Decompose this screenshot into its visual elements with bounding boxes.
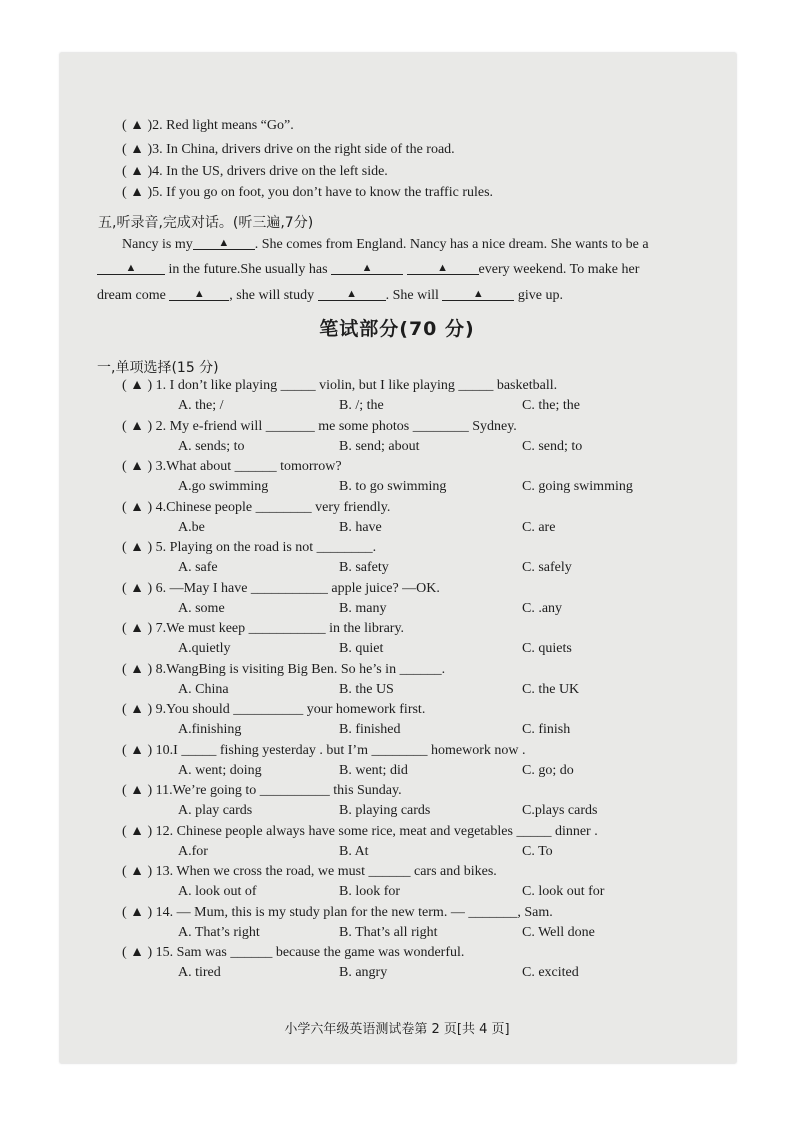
option-a: A. play cards bbox=[178, 803, 253, 818]
option-b: B. quiet bbox=[339, 641, 384, 656]
tf-item-5: ( ▲ )5. If you go on foot, you don’t have to know the traffic rules. bbox=[122, 185, 494, 200]
option-c: C. excited bbox=[522, 965, 579, 980]
option-b: B. At bbox=[339, 843, 369, 859]
question-stem: ( ▲ ) 12. Chinese people always have some rice, meat and vegetables _____ dinner . bbox=[122, 823, 598, 839]
passage-line-2: ▲ in the future.She usually has ▲ ▲ every weekend. To make her bbox=[97, 261, 639, 279]
page-footer: 小学六年级英语测试卷第 2 页[共 4 页] bbox=[284, 1022, 510, 1037]
question-stem: ( ▲ ) 4.Chinese people ________ very friendly. bbox=[122, 499, 391, 515]
option-b: B. have bbox=[339, 519, 382, 535]
option-a: A.finishing bbox=[178, 722, 242, 737]
option-c: C. Well done bbox=[522, 924, 595, 940]
tf-item-4: ( ▲ )4. In the US, drivers drive on the left side. bbox=[122, 164, 388, 179]
option-b: B. the US bbox=[339, 681, 394, 697]
option-b: B. to go swimming bbox=[339, 479, 447, 494]
option-c: C. safely bbox=[522, 560, 572, 575]
option-c: C. .any bbox=[522, 600, 563, 616]
option-c: C. send; to bbox=[522, 438, 583, 454]
section1-heading: 一,单项选择(15 分) bbox=[97, 360, 219, 376]
tf-item-3: ( ▲ )3. In China, drivers drive on the right side of the road. bbox=[122, 142, 455, 157]
question-stem: ( ▲ ) 5. Playing on the road is not ________. bbox=[122, 540, 377, 555]
section5-heading: 五,听录音,完成对话。(听三遍,7分) bbox=[98, 215, 314, 231]
option-c: C.plays cards bbox=[522, 803, 598, 818]
option-c: C. finish bbox=[522, 722, 571, 737]
passage-blank-3: ▲ bbox=[331, 261, 403, 275]
option-a: A. sends; to bbox=[178, 438, 245, 454]
question-stem: ( ▲ ) 9.You should __________ your homework first. bbox=[122, 702, 426, 717]
option-b: B. /; the bbox=[339, 398, 384, 413]
question-stem: ( ▲ ) 6. —May I have ___________ apple juice? —OK. bbox=[122, 580, 440, 596]
question-stem: ( ▲ ) 10.I _____ fishing yesterday . but I’m ________ homework now . bbox=[122, 742, 526, 758]
passage-blank-6: ▲ bbox=[318, 287, 386, 301]
option-a: A.be bbox=[178, 519, 205, 535]
passage-blank-5: ▲ bbox=[169, 287, 229, 301]
option-a: A.for bbox=[178, 843, 208, 859]
question-stem: ( ▲ ) 14. — Mum, this is my study plan for the new term. — _______, Sam. bbox=[122, 904, 553, 920]
question-stem: ( ▲ ) 15. Sam was ______ because the game was wonderful. bbox=[122, 945, 465, 960]
option-c: C. the; the bbox=[522, 398, 580, 413]
option-a: A. the; / bbox=[178, 398, 224, 413]
question-stem: ( ▲ ) 7.We must keep ___________ in the library. bbox=[122, 621, 405, 636]
option-c: C. the UK bbox=[522, 681, 580, 697]
option-a: A. tired bbox=[178, 965, 221, 980]
option-c: C. going swimming bbox=[522, 479, 633, 494]
option-c: C. are bbox=[522, 519, 556, 535]
option-a: A. That’s right bbox=[178, 924, 260, 940]
tf-item-2: ( ▲ )2. Red light means “Go”. bbox=[122, 118, 294, 133]
option-a: A. look out of bbox=[178, 884, 257, 899]
option-a: A.quietly bbox=[178, 641, 231, 656]
option-a: A. China bbox=[178, 681, 229, 697]
option-b: B. finished bbox=[339, 722, 401, 737]
option-c: C. look out for bbox=[522, 884, 605, 899]
passage-line-3: dream come ▲ , she will study ▲ . She will ▲ give up. bbox=[97, 288, 563, 303]
option-c: C. To bbox=[522, 843, 553, 859]
option-b: B. playing cards bbox=[339, 803, 431, 818]
option-b: B. look for bbox=[339, 884, 401, 899]
passage-line-1: Nancy is my ▲ . She comes from England. Nancy has a nice dream. She wants to be a bbox=[122, 237, 649, 252]
option-b: B. many bbox=[339, 600, 387, 616]
option-b: B. safety bbox=[339, 560, 389, 575]
option-a: A. some bbox=[178, 600, 225, 616]
option-a: A. went; doing bbox=[178, 762, 262, 778]
passage-blank-7: ▲ bbox=[442, 287, 514, 301]
written-section-title: 笔试部分(70 分) bbox=[319, 318, 475, 340]
passage-blank-2: ▲ bbox=[97, 261, 165, 275]
passage-blank-4: ▲ bbox=[407, 261, 479, 275]
option-b: B. went; did bbox=[339, 762, 408, 778]
option-b: B. That’s all right bbox=[339, 924, 438, 940]
question-stem: ( ▲ ) 13. When we cross the road, we must ______ cars and bikes. bbox=[122, 864, 497, 879]
question-stem: ( ▲ ) 2. My e-friend will _______ me some photos ________ Sydney. bbox=[122, 418, 517, 434]
option-a: A.go swimming bbox=[178, 479, 269, 494]
question-stem: ( ▲ ) 1. I don’t like playing _____ violin, but I like playing _____ basketball. bbox=[122, 378, 558, 393]
question-stem: ( ▲ ) 8.WangBing is visiting Big Ben. So he’s in ______. bbox=[122, 661, 446, 677]
option-b: B. angry bbox=[339, 965, 388, 980]
option-c: C. go; do bbox=[522, 762, 574, 778]
option-b: B. send; about bbox=[339, 438, 420, 454]
question-stem: ( ▲ ) 11.We’re going to __________ this Sunday. bbox=[122, 783, 402, 798]
passage-blank-1: ▲ bbox=[193, 236, 255, 250]
question-stem: ( ▲ ) 3.What about ______ tomorrow? bbox=[122, 459, 342, 474]
option-c: C. quiets bbox=[522, 641, 572, 656]
option-a: A. safe bbox=[178, 560, 218, 575]
